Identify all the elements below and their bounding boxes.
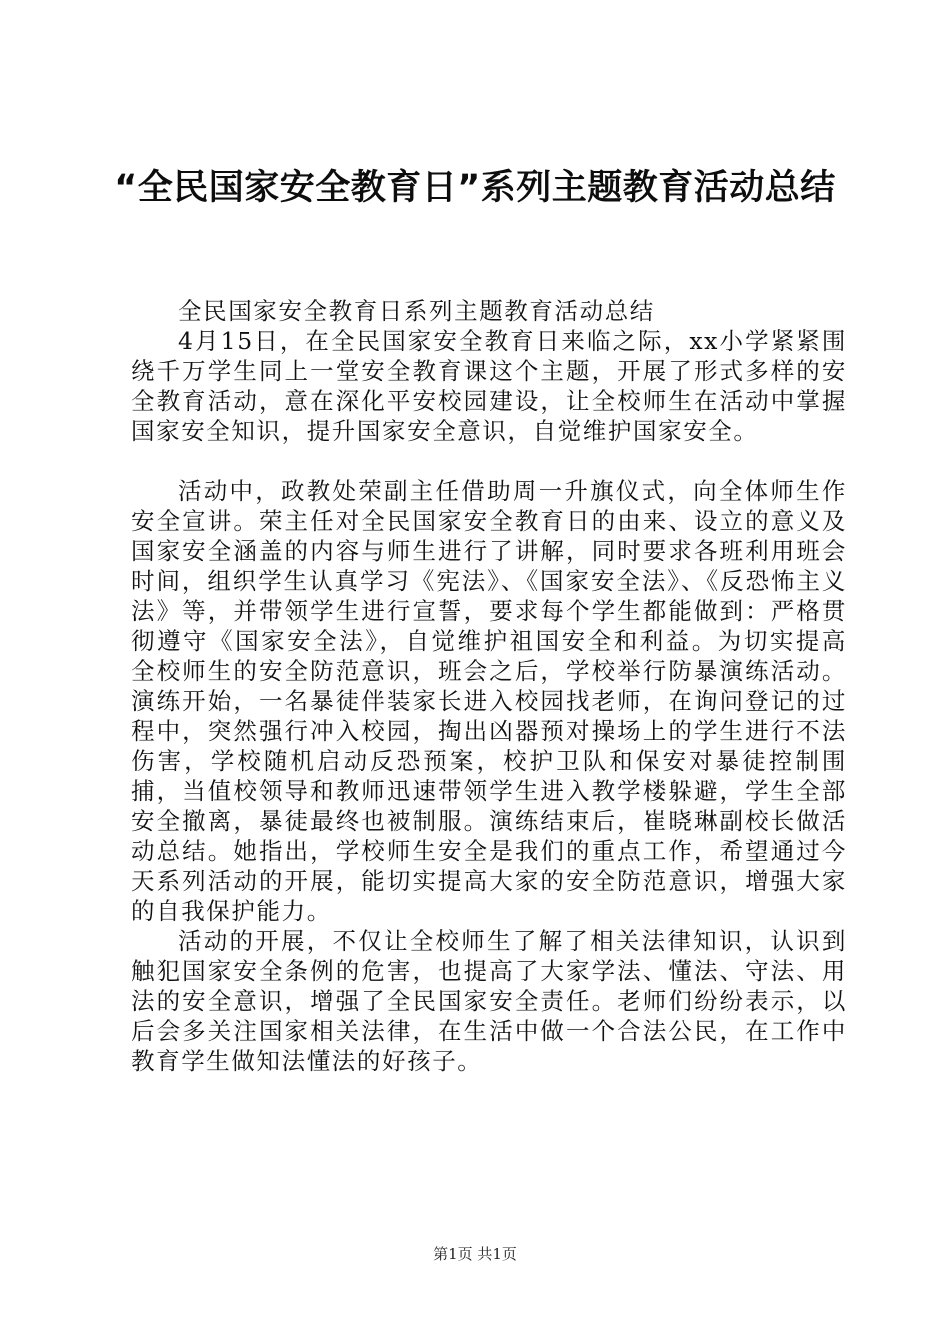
- page-footer: 第1页 共1页: [433, 1245, 517, 1263]
- paragraph-conclusion: 活动的开展，不仅让全校师生了解了相关法律知识，认识到触犯国家安全条例的危害，也提高了大家学法、懂法、守法、用法的安全意识，增强了全民国家安全责任。老师们纷纷表示，以后会多关注国家相关法律，在生活中做一个合法公民，在工作中教育学生做知法懂法的好孩子。: [131, 927, 847, 1075]
- paragraph-activity: 活动中，政教处荣副主任借助周一升旗仪式，向全体师生作安全宣讲。荣主任对全民国家安全教育日的由来、设立的意义及国家安全涵盖的内容与师生进行了讲解，同时要求各班利用班会时间，组织学生认真学习《宪法》、《国家安全法》、《反恐怖主义法》等，并带领学生进行宣誓，要求每个学生都能做到：严格贯彻遵守《国家安全法》，自觉维护祖国安全和利益。为切实提高全校师生的安全防范意识，班会之后，学校举行防暴演练活动。演练开始，一名暴徒伴装家长进入校园找老师，在询问登记的过程中，突然强行冲入校园，掏出凶器预对操场上的学生进行不法伤害，学校随机启动反恐预案，校护卫队和保安对暴徒控制围捕，当值校领导和教师迅速带领学生进入教学楼躲避，学生全部安全撤离，暴徒最终也被制服。演练结束后，崔晓琳副校长做活动总结。她指出，学校师生安全是我们的重点工作，希望通过今天系列活动的开展，能切实提高大家的安全防范意识，增强大家的自我保护能力。: [131, 477, 847, 925]
- paragraph-intro: 4月15日，在全民国家安全教育日来临之际，xx小学紧紧围绕千万学生同上一堂安全教育课这个主题，开展了形式多样的安全教育活动，意在深化平安校园建设，让全校师生在活动中掌握国家安全知识，提升国家安全意识，自觉维护国家安全。: [131, 327, 847, 445]
- paragraph-heading: 全民国家安全教育日系列主题教育活动总结: [178, 297, 655, 325]
- paragraph-gap: [131, 446, 847, 476]
- document-title: “全民国家安全教育日”系列主题教育活动总结: [114, 168, 836, 208]
- document-body: [131, 296, 847, 1076]
